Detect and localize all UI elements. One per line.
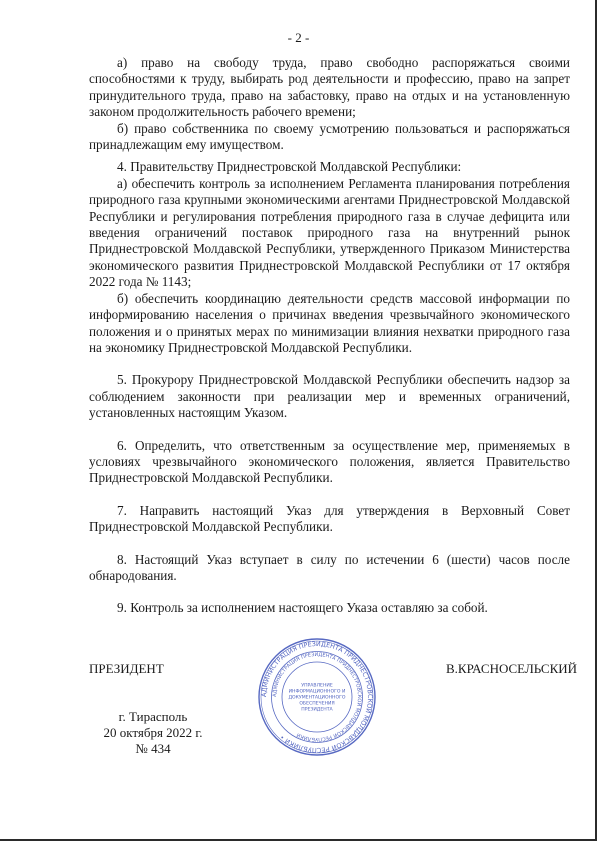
paragraph-7: 7. Направить настоящий Указ для утверждения в Верховный Совет Приднестровской Молдавской Республики.	[89, 502, 570, 535]
paragraph-4: 4. Правительству Приднестровской Молдавской Республики:	[117, 159, 462, 175]
paragraph-6: 6. Определить, что ответственным за осуществление мер, применяемых в условиях чрезвычайного экономического положения, является Правительство Приднестровской Молдавской Республики.	[89, 437, 570, 486]
page-number: - 2 -	[287, 30, 310, 45]
paragraph-4b: б) обеспечить координацию деятельности средств массовой информации по информированию населения о причинах введения чрезвычайного экономического положения и о принятых мерах по минимизации влияния нехватки природного газа на экономику Приднестровской Молдавской Республики.	[89, 290, 570, 355]
issue-place-date	[78, 709, 228, 757]
svg-text:ДОКУМЕНТАЦИОННОГО: ДОКУМЕНТАЦИОННОГО	[288, 695, 346, 701]
issue-date: 20 октября 2022 г.	[103, 725, 203, 740]
signatory-title: ПРЕЗИДЕНТ	[89, 661, 164, 676]
paragraph-5: 5. Прокурору Приднестровской Молдавской Республики обеспечить надзор за соблюдением законности при реализации мер и временных ограничений, установленных настоящим Указом.	[89, 372, 570, 421]
decree-number: № 434	[135, 741, 171, 756]
paragraph-9: 9. Контроль за исполнением настоящего Указа оставляю за собой.	[117, 600, 488, 616]
svg-text:ИНФОРМАЦИОННОГО И: ИНФОРМАЦИОННОГО И	[288, 689, 346, 695]
svg-text:ПРЕЗИДЕНТА: ПРЕЗИДЕНТА	[301, 707, 333, 713]
signatory-name: В.КРАСНОСЕЛЬСКИЙ	[446, 661, 578, 676]
official-seal-icon	[256, 636, 378, 758]
paragraph-3a: а) право на свободу труда, право свободно распоряжаться своими способностями к труду, выбирать род деятельности и профессию, право на запрет принудительного труда, право на забастовку, право на отдых и на установленную законом продолжительность рабочего времени;	[89, 55, 570, 120]
svg-text:АДМИНИСТРАЦИЯ ПРЕЗИДЕНТА ПРИДН: АДМИНИСТРАЦИЯ ПРЕЗИДЕНТА ПРИДНЕСТРОВСКОЙ МОЛДАВСКОЙ РЕСПУБЛИКИ •	[259, 639, 375, 755]
document-body	[89, 55, 570, 617]
issue-city: г. Тирасполь	[118, 709, 188, 724]
svg-text:АДМИНИСТРАЦИЯ ПРЕЗИДЕНТА ПРИДН: АДМИНИСТРАЦИЯ ПРЕЗИДЕНТА ПРИДНЕСТРОВСКОЙ МОЛДАВСКОЙ РЕСПУБЛИКИ	[271, 651, 363, 743]
paragraph-3b: б) право собственника по своему усмотрению пользоваться и распоряжаться принадлежащим ему имуществом.	[89, 120, 570, 153]
svg-text:УПРАВЛЕНИЕ: УПРАВЛЕНИЕ	[301, 683, 333, 689]
svg-text:ОБЕСПЕЧЕНИЯ: ОБЕСПЕЧЕНИЯ	[299, 701, 335, 707]
paragraph-4a: а) обеспечить контроль за исполнением Регламента планирования потребления природного газа крупными экономическими агентами Приднестровской Молдавской Республики и регулирования потребления природного газа в случае дефицита или введения ограничений поставок природного газа на внутренний рынок Приднестровской Молдавской Республики, утвержденного Приказом Министерства экономического развития Приднестровской Молдавской Республики от 17 октября 2022 года № 1143;	[89, 175, 570, 290]
paragraph-8: 8. Настоящий Указ вступает в силу по истечении 6 (шести) часов после обнародования.	[89, 551, 570, 583]
